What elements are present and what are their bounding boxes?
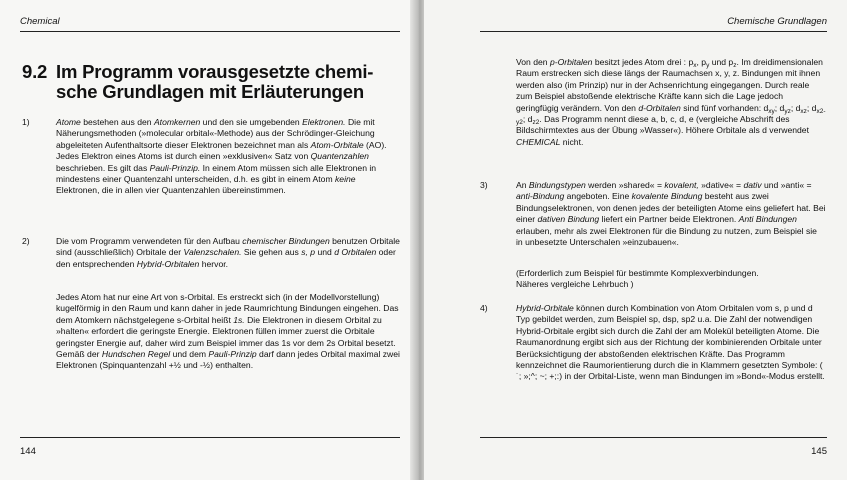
top-rule-right — [480, 31, 827, 32]
p-d-orbitals-text: Von den p-Orbitalen besitzt jedes Atom drei : $p_x$, $p_y$ und $p_z$. Im dreidimensionalen Raum erstrecken sich diese längs der Raumachsen x, y, z. Bindungen mit ihnen werden also (im Prinzip) nur in der Achsenrichtung eingegangen. Durch reale zum Beispiel abstoßende elektrische Kräfte kann sich die Lage jedoch geringfügig verändern. Von den d-Orbitalen sind fünf vorhanden: $d_{xy}$; $d_{yz}$; $d_{xz}$; $d_{x2-y2}$; $d_{z2}$. Das Programm nennt diese a, b, c, d, e (vergleiche Abschrift des Bildschirmtextes aus der Übung »Wasser«). Höhere Orbitale als d verwendet CHEMICAL nicht. — [516, 57, 826, 147]
item-marker: 4) — [480, 303, 488, 313]
bottom-rule-right — [480, 437, 827, 438]
section-heading — [22, 62, 402, 102]
right-page — [424, 0, 847, 480]
item-marker: 2) — [22, 236, 30, 246]
running-head-left: Chemical — [20, 16, 60, 27]
top-rule-left — [20, 31, 400, 32]
item-1-text: Atome bestehen aus den Atomkernen und den sie umgebenden Elektronen. Die mit Näherungsmethoden (»molecular orbital«-Methode) aus der Schrödinger-Gleichung abgeleiteten Aufenthaltsorte dieser Elektronen bezeichnet man als Atom-Orbitale (AO). Jedes Elektron eines Atoms ist durch einen »exklusiven« Satz von Quantenzahlen beschrieben. Es gilt das Pauli-Prinzip. In einem Atom müssen sich alle Elektronen in mindestens einer Quantenzahl unterscheiden, d.h. es gibt in einem Atom keine Elektronen, die in allen vier Quantenzahlen übereinstimmen. — [56, 117, 387, 196]
item-marker: 1) — [22, 117, 30, 127]
item-2-paragraph-1: Die vom Programm verwendeten für den Aufbau chemischer Bindungen benutzen Orbitale sind (ausschließlich) Orbitale der Valenzschalen. Sie gehen aus s, p und d Orbitalen oder den entsprechenden Hybrid-Orbitalen hervor. — [56, 236, 400, 269]
item-3-text: An Bindungstypen werden »shared« = kovalent, »dative« = dativ und »anti« = anti-Bindung angeboten. Eine kovalente Bindung besteht aus zwei Bindungselektronen, von denen jedes der beteiligten Atome eins geliefert hat. Bei einer dativen Bindung liefert ein Partner beide Elektronen. Anti Bindungen erlauben, mehr als zwei Elektronen für die Bindung zu nutzen, zum Beispiel sie in unbesetzte Unterschalen »einzubauen«. — [516, 180, 826, 248]
item-3-note-text: (Erforderlich zum Beispiel für bestimmte Komplexverbindungen. Näheres vergleiche Lehrbuch ) — [516, 268, 759, 290]
bottom-rule-left — [20, 437, 400, 438]
page-number-right: 145 — [811, 446, 827, 457]
left-page — [0, 0, 414, 480]
heading-line-2: sche Grundlagen mit Erläuterungen — [56, 81, 364, 102]
item-marker: 3) — [480, 180, 488, 190]
item-2-paragraph-2: Jedes Atom hat nur eine Art von s-Orbital. Es erstreckt sich (in der Modellvorstellung) kugelförmig in den Raum und kann daher in jede Raumrichtung Bindungen eingehen. Das dem Atomkern nächstgelegene s-Orbital heißt 1s. Die Elektronen in diesem Orbital zu »halten« erfordert die geringste Energie. Elektronen füllen immer zuerst die Orbitale geringster Energie auf, daher wird zum Beispiel immer das 1s vor dem 2s Orbital besetzt. Gemäß der Hundschen Regel und dem Pauli-Prinzip darf dann jedes Orbital maximal zwei Elektronen (Spinquantenzahl +½ und -½) enthalten. — [56, 292, 400, 371]
item-4-text: Hybrid-Orbitale können durch Kombination von Atom Orbitalen vom s, p und d Typ gebildet werden, zum Beispiel sp, dsp, sp2 u.a. Die Zahl der notwendigen Hybrid-Orbitale ergibt sich durch die Zahl der am Molekül beteiligten Atome. Die Raumanordnung ergibt sich aus der Richtung der kombinierenden Orbitale unter Berücksichtigung der abstoßenden elektrischen Kräfte. Das Programm kennzeichnet die Raumorientierung durch die in Klammern gesetzten Symbole: ( ˙; »;^; ~; +;:) in der Orbital-Liste, wenn man Bindungen im »Bond«-Modus erstellt. — [516, 303, 825, 382]
page-number-left: 144 — [20, 446, 36, 457]
heading-line-1: Im Programm vorausgesetzte chemi- — [56, 61, 374, 82]
running-head-right: Chemische Grundlagen — [727, 16, 827, 27]
section-number: 9.2 — [22, 61, 48, 82]
